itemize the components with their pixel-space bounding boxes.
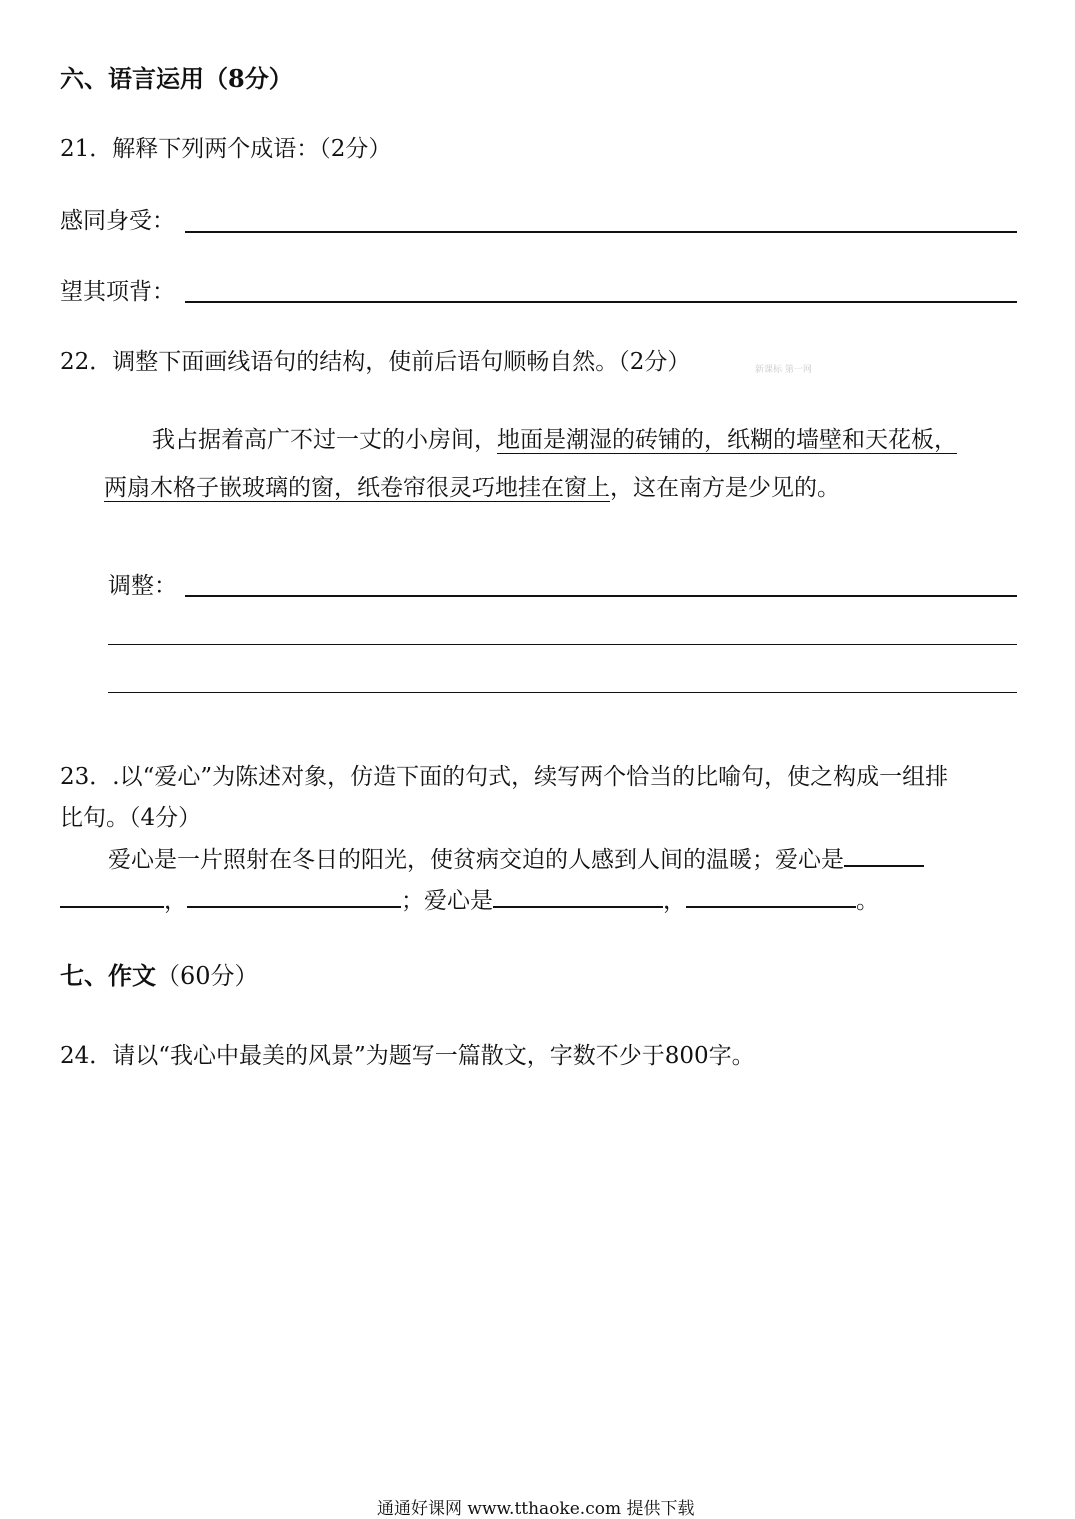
passage-line-2 [104, 473, 840, 503]
passage-plain-2: ，这在南方是少见的。 [610, 475, 840, 501]
q23-end-mark: 。 [856, 888, 879, 914]
q23-comma-2: ， [663, 888, 686, 914]
adjust-answer-line-2[interactable] [108, 644, 1017, 645]
passage-plain-1: 我占据着高广不过一丈的小房间， [152, 427, 497, 453]
q23-blank-1b[interactable] [60, 884, 164, 908]
section-7-title [60, 961, 259, 991]
passage-underlined-1: 地面是潮湿的砖铺的，纸糊的墙壁和天花板， [497, 427, 957, 453]
section-7-title-bold: 七、作文 [60, 961, 156, 990]
question-21-prompt: 21．解释下列两个成语：（2分） [60, 136, 392, 162]
q23-blank-1a[interactable] [844, 843, 924, 867]
idiom-1-answer-line[interactable] [185, 231, 1017, 233]
passage-underlined-2: 两扇木格子嵌玻璃的窗，纸卷帘很灵巧地挂在窗上 [104, 475, 610, 501]
q23-fill-line [60, 884, 879, 916]
q23-fill-label: 爱心是 [424, 888, 493, 914]
section-6-title: 六、语言运用（8分） [60, 64, 293, 93]
page-footer: 通通好课网 www.tthaoke.com 提供下载 [377, 1499, 695, 1519]
adjust-label: 调整： [108, 573, 177, 599]
q23-semicolon: ； [401, 888, 424, 914]
idiom-1-label: 感同身受： [60, 208, 175, 234]
passage-line-1 [152, 425, 957, 455]
section-7-score: （60分） [156, 962, 259, 990]
idiom-2-answer-line[interactable] [185, 301, 1017, 303]
watermark-text: 新课标 第一网 [755, 365, 812, 375]
q23-blank-3[interactable] [493, 884, 663, 908]
adjust-answer-line-3[interactable] [108, 692, 1017, 693]
idiom-2-label: 望其项背： [60, 279, 175, 305]
question-24-prompt: 24．请以“我心中最美的风景”为题写一篇散文，字数不少于800字。 [60, 1043, 755, 1069]
q23-blank-4[interactable] [686, 884, 856, 908]
q23-comma-1: ， [164, 888, 187, 914]
question-23-prompt-line-1: 23．.以“爱心”为陈述对象，仿造下面的句式，续写两个恰当的比喻句，使之构成一组排 [60, 764, 949, 790]
adjust-answer-line-1[interactable] [185, 595, 1017, 597]
q23-example-text: 爱心是一片照射在冬日的阳光，使贫病交迫的人感到人间的温暖；爱心是 [108, 847, 844, 873]
question-22-prompt: 22．调整下面画线语句的结构，使前后语句顺畅自然。（2分） [60, 349, 691, 375]
q23-example-line [108, 843, 924, 875]
question-23-prompt-line-2: 比句。（4分） [60, 805, 202, 831]
q23-blank-2[interactable] [187, 884, 401, 908]
